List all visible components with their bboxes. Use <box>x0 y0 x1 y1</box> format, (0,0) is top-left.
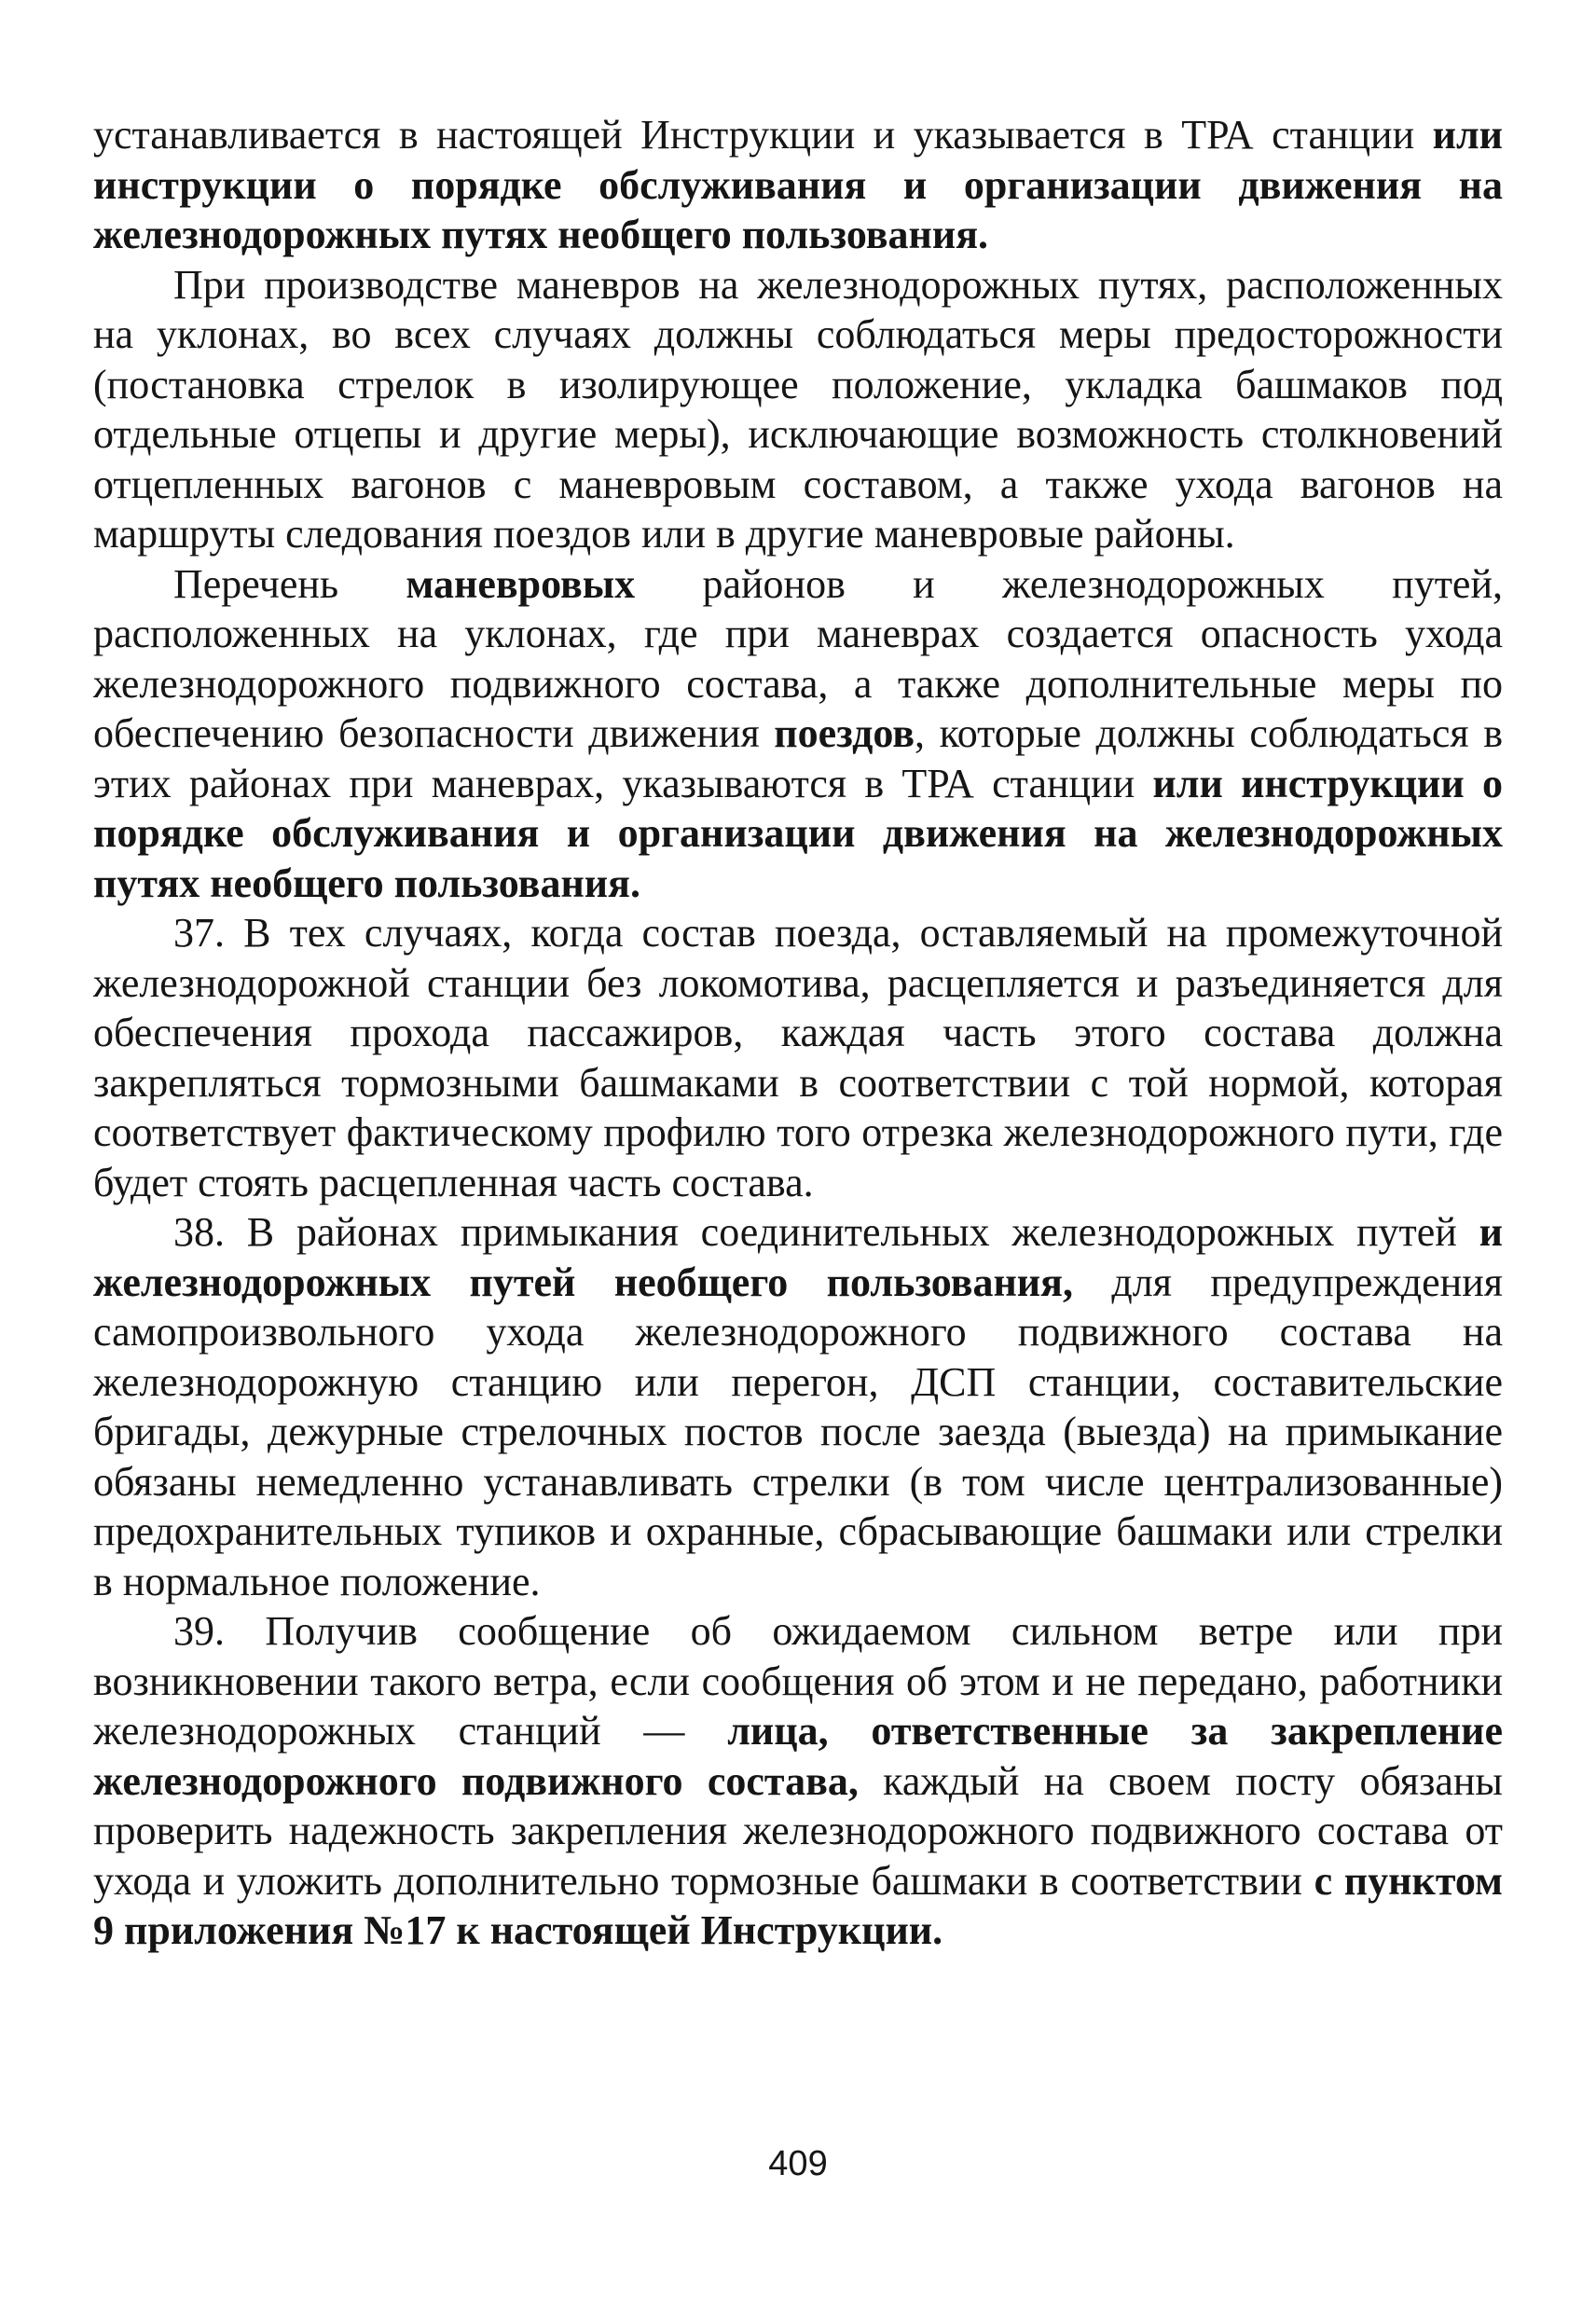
paragraph <box>93 559 1503 909</box>
page-text-body <box>93 110 1503 1956</box>
paragraph <box>93 110 1503 260</box>
text-segment: 39. Получив сообщение об ожидаемом сильном ветре или при возникновении такого ветра, если сообщения об этом и не передано, работники железнодорожных станций — <box>93 1608 1503 1754</box>
paragraph <box>93 908 1503 1207</box>
page-number: 409 <box>768 2144 828 2183</box>
bold-text-segment: поездов <box>774 710 915 756</box>
bold-text-segment: маневровых <box>406 560 636 607</box>
bold-text-segment: и железнодорожных путей необщего пользования, <box>93 1209 1503 1305</box>
text-segment: 37. В тех случаях, когда состав поезда, оставляемый на промежуточной железнодорожной станции без локомотива, расцепляется и разъединяется для обеспечения прохода пассажиров, каждая часть этого состава должна закрепляться тормозными башмаками в соответствии с той нормой, которая соответствует фактическому профилю того отрезка железнодорожного пути, где будет стоять расцепленная часть состава. <box>93 910 1503 1205</box>
text-segment: каждый на своем посту обязаны проверить надежность закрепления железнодорожного подвижного состава от ухода и уложить дополнительно тормозные башмаки в соответствии <box>93 1757 1503 1904</box>
text-segment: Перечень <box>173 560 406 607</box>
bold-text-segment: с пунктом 9 приложения №17 к настоящей Инструкции. <box>93 1857 1504 1953</box>
bold-text-segment: лица, ответственные за закрепление железнодорожного подвижного состава, <box>93 1708 1503 1804</box>
paragraph <box>93 1606 1503 1956</box>
text-segment: 38. В районах примыкания соединительных железнодорожных путей <box>173 1209 1479 1255</box>
text-segment: При производстве маневров на железнодорожных путях, расположенных на уклонах, во всех случаях должны соблюдаться меры предосторожности (постановка стрелок в изолирующее положение, укладка башмаков под отдельные отцепы и другие меры), исключающие возможность столкновений отцепленных вагонов с маневровым составом, а также ухода вагонов на маршруты следования поездов или в другие маневровые районы. <box>93 261 1503 557</box>
text-segment: , которые должны соблюдаться в этих районах при маневрах, указываются в ТРА станции <box>93 710 1503 806</box>
paragraph <box>93 1207 1503 1606</box>
text-segment: устанавливается в настоящей Инструкции и указывается в ТРА станции <box>93 112 1433 158</box>
bold-text-segment: или инструкции о порядке обслуживания и организации движения на железнодорожных путях необщего пользования. <box>93 760 1503 906</box>
paragraph <box>93 260 1503 559</box>
text-segment: районов и железнодорожных путей, расположенных на уклонах, где при маневрах создается опасность ухода железнодорожного подвижного состава, а также дополнительные меры по обеспечению безопасности движения <box>93 560 1503 756</box>
bold-text-segment: или инструкции о порядке обслуживания и организации движения на железнодорожных путях необщего пользования. <box>93 112 1503 257</box>
text-segment: для предупреждения самопроизвольного ухода железнодорожного подвижного состава на железнодорожную станцию или перегон, ДСП станции, составительские бригады, дежурные стрелочных постов после заезда (выезда) на примыкание обязаны немедленно устанавливать стрелки (в том числе централизованные) предохранительных тупиков и охранные, сбрасывающие башмаки или стрелки в нормальное положение. <box>93 1259 1503 1604</box>
